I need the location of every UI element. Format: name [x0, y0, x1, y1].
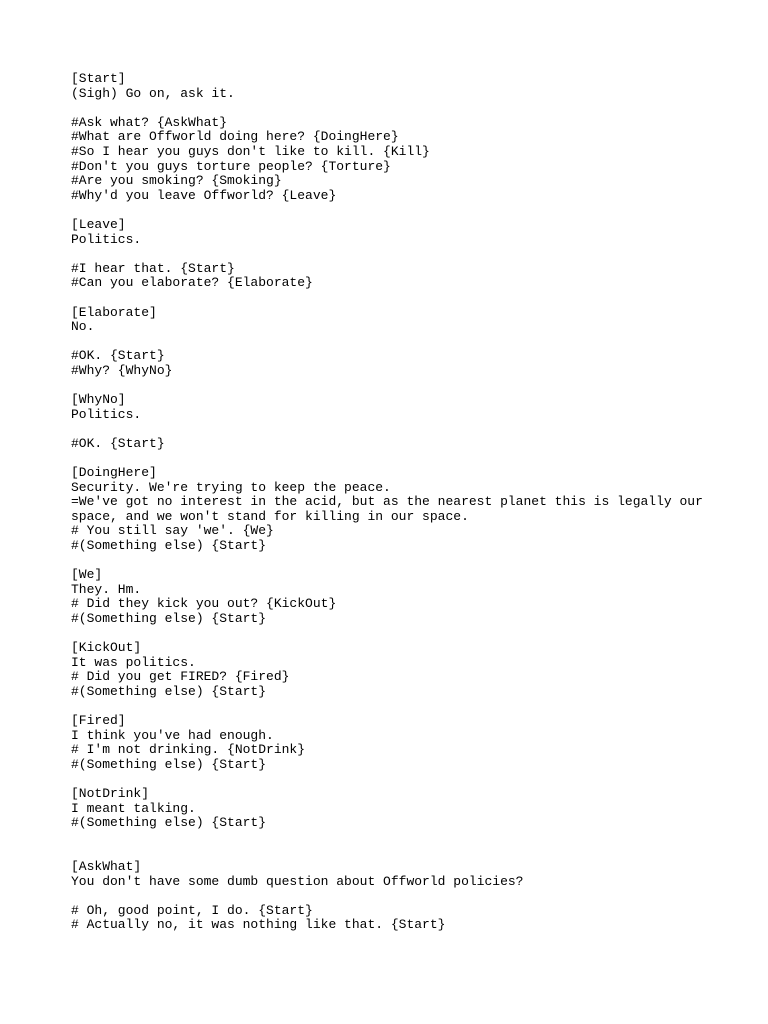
dialogue-line: You don't have some dumb question about Offworld policies?	[71, 873, 524, 889]
section-header-kickout: [KickOut]	[71, 640, 142, 656]
dialogue-option: #OK. {Start}	[71, 348, 165, 364]
dialogue-line: They. Hm.	[71, 581, 142, 597]
dialogue-line: (Sigh) Go on, ask it.	[71, 85, 235, 101]
section-header-leave: [Leave]	[71, 216, 126, 232]
section-header-whyno: [WhyNo]	[71, 392, 126, 408]
blank-line	[71, 451, 751, 466]
blank-line	[71, 335, 751, 350]
section-header-fired: [Fired]	[71, 713, 126, 729]
dialogue-option: #(Something else) {Start}	[71, 756, 267, 772]
blank-line	[71, 422, 751, 437]
dialogue-option: #(Something else) {Start}	[71, 610, 267, 626]
dialogue-line: No.	[71, 319, 95, 335]
dialogue-option: #So I hear you guys don't like to kill. {Kill}	[71, 143, 430, 159]
dialogue-option: # Did you get FIRED? {Fired}	[71, 669, 290, 685]
section-header-we: [We]	[71, 567, 103, 583]
dialogue-line: Security. We're trying to keep the peace.	[71, 479, 391, 495]
dialogue-option: # Did they kick you out? {KickOut}	[71, 596, 337, 612]
dialogue-option: #(Something else) {Start}	[71, 683, 267, 699]
dialogue-option: #Don't you guys torture people? {Torture}	[71, 158, 391, 174]
dialogue-option: #Are you smoking? {Smoking}	[71, 173, 282, 189]
blank-line	[71, 889, 751, 904]
section-header-notdrink: [NotDrink]	[71, 786, 150, 802]
dialogue-option: #Why? {WhyNo}	[71, 362, 173, 378]
dialogue-line: space, and we won't stand for killing in our space.	[71, 508, 469, 524]
dialogue-option: #(Something else) {Start}	[71, 815, 267, 831]
blank-line	[71, 291, 751, 306]
dialogue-option: # Actually no, it was nothing like that. {Start}	[71, 917, 446, 933]
blank-line	[71, 203, 751, 218]
dialogue-option: #What are Offworld doing here? {DoingHere}	[71, 129, 399, 145]
section-header-doinghere: [DoingHere]	[71, 465, 157, 481]
script-document	[71, 72, 751, 933]
blank-line	[71, 700, 751, 715]
section-header-askwhat: [AskWhat]	[71, 859, 142, 875]
dialogue-line: Politics.	[71, 231, 142, 247]
blank-line	[71, 831, 751, 860]
dialogue-option: # Oh, good point, I do. {Start}	[71, 902, 313, 918]
blank-line	[71, 247, 751, 262]
dialogue-option: #(Something else) {Start}	[71, 538, 267, 553]
dialogue-option: # You still say 'we'. {We}	[71, 523, 274, 539]
dialogue-line: It was politics.	[71, 654, 196, 670]
dialogue-line: Politics.	[71, 406, 142, 422]
dialogue-option: #OK. {Start}	[71, 435, 165, 451]
blank-line	[71, 554, 751, 569]
dialogue-option: #I hear that. {Start}	[71, 260, 235, 276]
blank-line	[71, 378, 751, 393]
dialogue-option: #Why'd you leave Offworld? {Leave}	[71, 187, 337, 203]
dialogue-option: #Ask what? {AskWhat}	[71, 114, 228, 130]
section-header-start: [Start]	[71, 71, 126, 86]
dialogue-line: I meant talking.	[71, 800, 196, 816]
blank-line	[71, 773, 751, 788]
section-header-elaborate: [Elaborate]	[71, 304, 157, 320]
blank-line	[71, 101, 751, 116]
dialogue-option: #Can you elaborate? {Elaborate}	[71, 275, 313, 291]
blank-line	[71, 627, 751, 642]
dialogue-line: I think you've had enough.	[71, 727, 274, 743]
dialogue-option: # I'm not drinking. {NotDrink}	[71, 742, 306, 758]
dialogue-line: =We've got no interest in the acid, but as the nearest planet this is legally our	[71, 494, 703, 510]
